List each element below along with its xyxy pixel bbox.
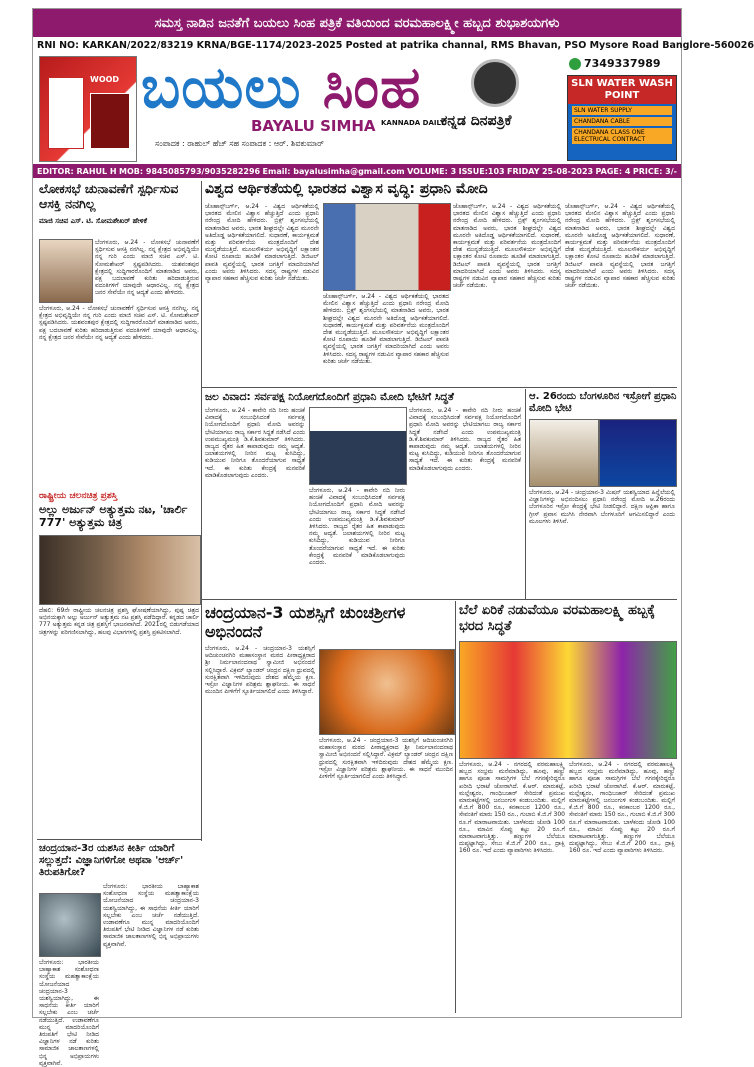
body-economy-col4: ಜೊಹಾನ್ಸ್‌ಬರ್ಗ್, ಆ.24 - ವಿಶ್ವದ ಆರ್ಥಿಕತೆಯಲ್ಲಿ ಭಾರತದ ಮೇಲಿನ ವಿಶ್ವಾಸ ಹೆಚ್ಚುತ್ತಿದೆ ಎಂದು ಪ್ರಧಾನಿ ನರೇಂದ್ರ ಮೋದಿ ಹೇಳಿದರು. ಬ್ರಿಕ್ಸ್ ಶೃಂಗಸಭೆಯಲ್ಲಿ ಮಾತನಾಡಿದ ಅವರು, ಭಾರತ ಶೀಘ್ರದಲ್ಲೇ ವಿಶ್ವದ ಮೂರನೇ ಅತಿದೊಡ್ಡ ಆರ್ಥಿಕತೆಯಾಗಲಿದೆ. ಸುಧಾರಣೆ, ಕಾರ್ಯಕ್ಷಮತೆ ಮತ್ತು ಪರಿವರ್ತನೆಯ ಮಂತ್ರದೊಂದಿಗೆ ದೇಶ ಮುನ್ನಡೆಯುತ್ತಿದೆ. ಮೂಲಸೌಕರ್ಯ ಅಭಿವೃದ್ಧಿಗೆ ಲಕ್ಷಾಂತರ ಕೋಟಿ ರೂಪಾಯಿ ಹೂಡಿಕೆ ಮಾಡಲಾಗುತ್ತಿದೆ. ಡಿಜಿಟಲ್ ಪಾವತಿ ವ್ಯವಸ್ಥೆಯಲ್ಲಿ ಭಾರತ ಜಗತ್ತಿಗೆ ಮಾದರಿಯಾಗಿದೆ ಎಂದು ಅವರು ತಿಳಿಸಿದರು. ಸದಸ್ಯ ರಾಷ್ಟ್ರಗಳ ನಡುವಿನ ವ್ಯಾಪಾರ ಸಹಕಾರ ಹೆಚ್ಚಿಸುವ ಕುರಿತು ಚರ್ಚೆ ನಡೆಯಿತು. bbox=[565, 203, 675, 290]
phone-number: 7349337989 bbox=[569, 57, 661, 70]
body-isro: ಬೆಂಗಳೂರು, ಆ.24 - ಚಂದ್ರಯಾನ-3 ಮಿಷನ್ ಯಶಸ್ವಿಯಾದ ಹಿನ್ನೆಲೆಯಲ್ಲಿ ವಿಜ್ಞಾನಿಗಳನ್ನು ಅಭಿನಂದಿಸಲು ಪ್ರಧಾನಿ ನರೇಂದ್ರ ಮೋದಿ ಆ.26ರಂದು ಬೆಂಗಳೂರಿನ ಇಸ್ರೋ ಕೇಂದ್ರಕ್ಕೆ ಭೇಟಿ ನೀಡಲಿದ್ದಾರೆ. ದಕ್ಷಿಣ ಆಫ್ರಿಕಾ ಹಾಗೂ ಗ್ರೀಸ್ ಪ್ರವಾಸ ಮುಗಿಸಿ ನೇರವಾಗಿ ಬೆಂಗಳೂರಿಗೆ ಆಗಮಿಸಲಿದ್ದಾರೆ ಎಂದು ಮೂಲಗಳು ತಿಳಿಸಿವೆ. bbox=[529, 489, 675, 525]
photo-film-stars bbox=[39, 535, 201, 605]
price: PRICE: 3/- bbox=[632, 166, 677, 176]
row-divider bbox=[37, 839, 201, 840]
issue: ISSUE:103 bbox=[458, 166, 505, 176]
body-chandrayaan-congrats-cont: ಬೆಂಗಳೂರು, ಆ.24 - ಚಂದ್ರಯಾನ-3 ಯಶಸ್ಸಿಗೆ ಆದಿಚುಂಚನಗಿರಿ ಮಹಾಸಂಸ್ಥಾನ ಮಠದ ಪೀಠಾಧ್ಯಕ್ಷರಾದ ಶ್ರೀ ನಿರ್ಮಲಾನಂದನಾಥ ಸ್ವಾಮೀಜಿ ಅಭಿನಂದನೆ ಸಲ್ಲಿಸಿದ್ದಾರೆ. ವಿಕ್ರಮ್ ಲ್ಯಾಂಡರ್ ಚಂದ್ರನ ದಕ್ಷಿಣ ಧ್ರುವದಲ್ಲಿ ಸುರಕ್ಷಿತವಾಗಿ ಇಳಿದಿರುವುದು ದೇಶದ ಹೆಮ್ಮೆಯ ಕ್ಷಣ. ಇಸ್ರೋ ವಿಜ್ಞಾನಿಗಳ ಪರಿಶ್ರಮ ಶ್ಲಾಘನೀಯ. ಈ ಸಾಧನೆ ಮುಂದಿನ ಪೀಳಿಗೆಗೆ ಸ್ಫೂರ್ತಿಯಾಗಲಿದೆ ಎಂದು ತಿಳಿಸಿದ್ದಾರೆ. bbox=[319, 737, 453, 781]
photo-rocket bbox=[39, 893, 101, 957]
date: 25-08-2023 bbox=[541, 166, 594, 176]
ad-tag: WOOD bbox=[90, 75, 120, 84]
volume: VOLUME: 3 bbox=[407, 166, 457, 176]
registration-line: RNI NO: KARKAN/2022/83219 KRNA/BGE-1174/2023-2025 Posted at patrika channal, RMS Bhavan, PSO Mysore Road Banglore-560026 bbox=[37, 40, 754, 51]
greeting-banner: ಸಮಸ್ತ ನಾಡಿನ ಜನತೆಗೆ ಬಯಲು ಸಿಂಹ ಪತ್ರಿಕೆ ವತಿಯಿಂದ ವರಮಹಾಲಕ್ಷ್ಮೀ ಹಬ್ಬದ ಶುಭಾಶಯಗಳು bbox=[33, 9, 681, 37]
page-number: PAGE: 4 bbox=[595, 166, 631, 176]
ad-line: CHANDANA CLASS ONE ELECTRICAL CONTRACT bbox=[572, 128, 672, 144]
headline-isro: ಆ. 26ರಂದು ಬೆಂಗಳೂರಿನ ಇಸ್ರೋಗೆ ಪ್ರಧಾನಿ ಮೋದಿ ಭೇಟಿ bbox=[529, 391, 677, 414]
body-water-dispute: ಬೆಂಗಳೂರು, ಆ.24 - ಕಾವೇರಿ ನದಿ ನೀರು ಹಂಚಿಕೆ ವಿವಾದಕ್ಕೆ ಸಂಬಂಧಿಸಿದಂತೆ ಸರ್ವಪಕ್ಷ ನಿಯೋಗದೊಂದಿಗೆ ಪ್ರಧಾನಿ ಮೋದಿ ಅವರನ್ನು ಭೇಟಿಯಾಗಲು ರಾಜ್ಯ ಸರ್ಕಾರ ಸಿದ್ಧತೆ ನಡೆಸಿದೆ ಎಂದು ಉಪಮುಖ್ಯಮಂತ್ರಿ ಡಿ.ಕೆ.ಶಿವಕುಮಾರ್ ತಿಳಿಸಿದರು. ರಾಜ್ಯದ ರೈತರ ಹಿತ ಕಾಪಾಡುವುದು ನಮ್ಮ ಆದ್ಯತೆ. ಜಲಾಶಯಗಳಲ್ಲಿ ನೀರಿನ ಮಟ್ಟ ಕುಸಿದಿದ್ದು, ಕುಡಿಯುವ ನೀರಿಗೂ ತೊಂದರೆಯಾಗುವ ಸಾಧ್ಯತೆ ಇದೆ. ಈ ಕುರಿತು ಕೇಂದ್ರಕ್ಕೆ ಮನವರಿಕೆ ಮಾಡಿಕೊಡಲಾಗುವುದು ಎಂದರು. bbox=[205, 407, 305, 479]
ad-title: SLN WATER WASH POINT bbox=[568, 76, 676, 104]
mobile-numbers: MOB: 9845085793/9035282296 bbox=[119, 166, 261, 176]
product-box-image bbox=[90, 93, 130, 149]
body-economy-col3: ಜೊಹಾನ್ಸ್‌ಬರ್ಗ್, ಆ.24 - ವಿಶ್ವದ ಆರ್ಥಿಕತೆಯಲ್ಲಿ ಭಾರತದ ಮೇಲಿನ ವಿಶ್ವಾಸ ಹೆಚ್ಚುತ್ತಿದೆ ಎಂದು ಪ್ರಧಾನಿ ನರೇಂದ್ರ ಮೋದಿ ಹೇಳಿದರು. ಬ್ರಿಕ್ಸ್ ಶೃಂಗಸಭೆಯಲ್ಲಿ ಮಾತನಾಡಿದ ಅವರು, ಭಾರತ ಶೀಘ್ರದಲ್ಲೇ ವಿಶ್ವದ ಮೂರನೇ ಅತಿದೊಡ್ಡ ಆರ್ಥಿಕತೆಯಾಗಲಿದೆ. ಸುಧಾರಣೆ, ಕಾರ್ಯಕ್ಷಮತೆ ಮತ್ತು ಪರಿವರ್ತನೆಯ ಮಂತ್ರದೊಂದಿಗೆ ದೇಶ ಮುನ್ನಡೆಯುತ್ತಿದೆ. ಮೂಲಸೌಕರ್ಯ ಅಭಿವೃದ್ಧಿಗೆ ಲಕ್ಷಾಂತರ ಕೋಟಿ ರೂಪಾಯಿ ಹೂಡಿಕೆ ಮಾಡಲಾಗುತ್ತಿದೆ. ಡಿಜಿಟಲ್ ಪಾವತಿ ವ್ಯವಸ್ಥೆಯಲ್ಲಿ ಭಾರತ ಜಗತ್ತಿಗೆ ಮಾದರಿಯಾಗಿದೆ ಎಂದು ಅವರು ತಿಳಿಸಿದರು. ಸದಸ್ಯ ರಾಷ್ಟ್ರಗಳ ನಡುವಿನ ವ್ಯಾಪಾರ ಸಹಕಾರ ಹೆಚ್ಚಿಸುವ ಕುರಿತು ಚರ್ಚೆ ನಡೆಯಿತು. bbox=[453, 203, 561, 290]
headline-water-dispute: ಜಲ ವಿವಾದ: ಸರ್ವಪಕ್ಷ ನಿಯೋಗದೊಂದಿಗೆ ಪ್ರಧಾನಿ ಮೋದಿ ಭೇಟಿಗೆ ಸಿದ್ಧತೆ bbox=[205, 391, 454, 403]
body-flower-prices-cont: ಬೆಂಗಳೂರು, ಆ.24 - ನಗರದಲ್ಲಿ ವರಮಹಾಲಕ್ಷ್ಮಿ ಹಬ್ಬದ ಸಂಭ್ರಮ ಮನೆಮಾಡಿದ್ದು, ಹೂವು, ಹಣ್ಣು ಹಾಗೂ ಪೂಜಾ ಸಾಮಗ್ರಿಗಳ ಬೆಲೆ ಗಗನಕ್ಕೇರಿದ್ದರೂ ಖರೀದಿ ಭರಾಟೆ ಜೋರಾಗಿದೆ. ಕೆ.ಆರ್. ಮಾರುಕಟ್ಟೆ, ಮಲ್ಲೇಶ್ವರಂ, ಗಾಂಧಿಬಜಾರ್ ಸೇರಿದಂತೆ ಪ್ರಮುಖ ಮಾರುಕಟ್ಟೆಗಳಲ್ಲಿ ಜನಜಂಗುಳಿ ಕಂಡುಬಂದಿತು. ಮಲ್ಲಿಗೆ ಕೆ.ಜಿ.ಗೆ 800 ರೂ., ಕನಕಾಂಬರ 1200 ರೂ., ಸೇವಂತಿಗೆ ಮಾರು 150 ರೂ., ಗುಲಾಬಿ ಕೆ.ಜಿ.ಗೆ 300 ರೂ.ಗೆ ಮಾರಾಟವಾಯಿತು. ಬಾಳೆಕಂದು ಜೋಡಿ 100 ರೂ., ಮಾವಿನ ಸೊಪ್ಪು ಕಟ್ಟು 20 ರೂ.ಗೆ ಮಾರಾಟವಾಗುತ್ತಿತ್ತು. ಹಣ್ಣುಗಳ ಬೆಲೆಯೂ ದುಪ್ಪಟ್ಟಾಗಿದ್ದು, ಸೇಬು ಕೆ.ಜಿ.ಗೆ 200 ರೂ., ದ್ರಾಕ್ಷಿ 160 ರೂ. ಇದೆ ಎಂದು ವ್ಯಾಪಾರಿಗಳು ತಿಳಿಸಿದರು. bbox=[569, 761, 675, 855]
whatsapp-icon bbox=[569, 58, 581, 70]
body-chandrayaan-congrats: ಬೆಂಗಳೂರು, ಆ.24 - ಚಂದ್ರಯಾನ-3 ಯಶಸ್ಸಿಗೆ ಆದಿಚುಂಚನಗಿರಿ ಮಹಾಸಂಸ್ಥಾನ ಮಠದ ಪೀಠಾಧ್ಯಕ್ಷರಾದ ಶ್ರೀ ನಿರ್ಮಲಾನಂದನಾಥ ಸ್ವಾಮೀಜಿ ಅಭಿನಂದನೆ ಸಲ್ಲಿಸಿದ್ದಾರೆ. ವಿಕ್ರಮ್ ಲ್ಯಾಂಡರ್ ಚಂದ್ರನ ದಕ್ಷಿಣ ಧ್ರುವದಲ್ಲಿ ಸುರಕ್ಷಿತವಾಗಿ ಇಳಿದಿರುವುದು ದೇಶದ ಹೆಮ್ಮೆಯ ಕ್ಷಣ. ಇಸ್ರೋ ವಿಜ್ಞಾನಿಗಳ ಪರಿಶ್ರಮ ಶ್ಲಾಘನೀಯ. ಈ ಸಾಧನೆ ಮುಂದಿನ ಪೀಳಿಗೆಗೆ ಸ್ಫೂರ್ತಿಯಾಗಲಿದೆ ಎಂದು ತಿಳಿಸಿದ್ದಾರೆ. bbox=[205, 645, 315, 696]
body-water-dispute-cont: ಬೆಂಗಳೂರು, ಆ.24 - ಕಾವೇರಿ ನದಿ ನೀರು ಹಂಚಿಕೆ ವಿವಾದಕ್ಕೆ ಸಂಬಂಧಿಸಿದಂತೆ ಸರ್ವಪಕ್ಷ ನಿಯೋಗದೊಂದಿಗೆ ಪ್ರಧಾನಿ ಮೋದಿ ಅವರನ್ನು ಭೇಟಿಯಾಗಲು ರಾಜ್ಯ ಸರ್ಕಾರ ಸಿದ್ಧತೆ ನಡೆಸಿದೆ ಎಂದು ಉಪಮುಖ್ಯಮಂತ್ರಿ ಡಿ.ಕೆ.ಶಿವಕುಮಾರ್ ತಿಳಿಸಿದರು. ರಾಜ್ಯದ ರೈತರ ಹಿತ ಕಾಪಾಡುವುದು ನಮ್ಮ ಆದ್ಯತೆ. ಜಲಾಶಯಗಳಲ್ಲಿ ನೀರಿನ ಮಟ್ಟ ಕುಸಿದಿದ್ದು, ಕುಡಿಯುವ ನೀರಿಗೂ ತೊಂದರೆಯಾಗುವ ಸಾಧ್ಯತೆ ಇದೆ. ಈ ಕುರಿತು ಕೇಂದ್ರಕ್ಕೆ ಮನವರಿಕೆ ಮಾಡಿಕೊಡಲಾಗುವುದು ಎಂದರು. bbox=[309, 487, 405, 567]
body-lok-sabha-cont: ಬೆಂಗಳೂರು, ಆ.24 - ಲೋಕಸಭೆ ಚುನಾವಣೆಗೆ ಸ್ಪರ್ಧಿಸುವ ಆಸಕ್ತಿ ನನಗಿಲ್ಲ. ನನ್ನ ಕ್ಷೇತ್ರದ ಅಭಿವೃದ್ಧಿಯೇ ನನ್ನ ಗುರಿ ಎಂದು ಮಾಜಿ ಸಚಿವ ಎಸ್. ಟಿ. ಸೋಮಶೇಖರ್ ಸ್ಪಷ್ಟಪಡಿಸಿದರು. ಯಶವಂತಪುರ ಕ್ಷೇತ್ರದಲ್ಲಿ ಸುದ್ದಿಗಾರರೊಂದಿಗೆ ಮಾತನಾಡಿದ ಅವರು, ಪಕ್ಷ ಬದಲಾವಣೆ ಕುರಿತು ಹರಿದಾಡುತ್ತಿರುವ ವದಂತಿಗಳಿಗೆ ಯಾವುದೇ ಆಧಾರವಿಲ್ಲ. ನನ್ನ ಕ್ಷೇತ್ರದ ಜನರ ಸೇವೆಯೇ ನನ್ನ ಆದ್ಯತೆ ಎಂದು ಹೇಳಿದರು. bbox=[39, 305, 199, 341]
editor-name: EDITOR: RAHUL H bbox=[37, 166, 117, 176]
photo-isro-logo bbox=[599, 419, 677, 487]
photo-modi-portrait bbox=[529, 419, 599, 487]
body-chandrayaan-credit-cont: ಬೆಂಗಳೂರು: ಭಾರತೀಯ ಬಾಹ್ಯಾಕಾಶ ಸಂಶೋಧನಾ ಸಂಸ್ಥೆಯ ಮಹತ್ವಾಕಾಂಕ್ಷೆಯ ಯೋಜನೆಯಾದ ಚಂದ್ರಯಾನ-3 ಯಶಸ್ವಿಯಾಗಿದ್ದು, ಈ ಸಾಧನೆಯ ಕೀರ್ತಿ ಯಾರಿಗೆ ಸಲ್ಲಬೇಕು ಎಂಬ ಚರ್ಚೆ ನಡೆಯುತ್ತಿದೆ. ಉಡಾವಣೆಗೂ ಮುನ್ನ ಮಾದರಿಯೊಂದಿಗೆ ತಿರುಪತಿಗೆ ಭೇಟಿ ನೀಡಿದ ವಿಜ್ಞಾನಿಗಳ ನಡೆ ಕುರಿತು ಸಾಮಾಜಿಕ ಜಾಲತಾಣಗಳಲ್ಲಿ ಭಿನ್ನ ಅಭಿಪ್ರಾಯಗಳು ವ್ಯಕ್ತವಾಗಿವೆ. bbox=[39, 959, 99, 1067]
photo-somashekar bbox=[39, 239, 93, 303]
body-flower-prices: ಬೆಂಗಳೂರು, ಆ.24 - ನಗರದಲ್ಲಿ ವರಮಹಾಲಕ್ಷ್ಮಿ ಹಬ್ಬದ ಸಂಭ್ರಮ ಮನೆಮಾಡಿದ್ದು, ಹೂವು, ಹಣ್ಣು ಹಾಗೂ ಪೂಜಾ ಸಾಮಗ್ರಿಗಳ ಬೆಲೆ ಗಗನಕ್ಕೇರಿದ್ದರೂ ಖರೀದಿ ಭರಾಟೆ ಜೋರಾಗಿದೆ. ಕೆ.ಆರ್. ಮಾರುಕಟ್ಟೆ, ಮಲ್ಲೇಶ್ವರಂ, ಗಾಂಧಿಬಜಾರ್ ಸೇರಿದಂತೆ ಪ್ರಮುಖ ಮಾರುಕಟ್ಟೆಗಳಲ್ಲಿ ಜನಜಂಗುಳಿ ಕಂಡುಬಂದಿತು. ಮಲ್ಲಿಗೆ ಕೆ.ಜಿ.ಗೆ 800 ರೂ., ಕನಕಾಂಬರ 1200 ರೂ., ಸೇವಂತಿಗೆ ಮಾರು 150 ರೂ., ಗುಲಾಬಿ ಕೆ.ಜಿ.ಗೆ 300 ರೂ.ಗೆ ಮಾರಾಟವಾಯಿತು. ಬಾಳೆಕಂದು ಜೋಡಿ 100 ರೂ., ಮಾವಿನ ಸೊಪ್ಪು ಕಟ್ಟು 20 ರೂ.ಗೆ ಮಾರಾಟವಾಗುತ್ತಿತ್ತು. ಹಣ್ಣುಗಳ ಬೆಲೆಯೂ ದುಪ್ಪಟ್ಟಾಗಿದ್ದು, ಸೇಬು ಕೆ.ಜಿ.ಗೆ 200 ರೂ., ದ್ರಾಕ್ಷಿ 160 ರೂ. ಇದೆ ಎಂದು ವ್ಯಾಪಾರಿಗಳು ತಿಳಿಸಿದರು. bbox=[459, 761, 565, 855]
headline-flower-prices: ಬೆಲೆ ಏರಿಕೆ ನಡುವೆಯೂ ವರಮಹಾಲಕ್ಷ್ಮಿ ಹಬ್ಬಕ್ಕೆ ಭರದ ಸಿದ್ಧತೆ bbox=[459, 603, 655, 634]
masthead-kannada-sub: ಕನ್ನಡ ದಿನಪತ್ರಿಕೆ bbox=[441, 113, 512, 129]
email: Email: bayalusimha@gmail.com bbox=[262, 166, 405, 176]
product-box-image bbox=[48, 77, 84, 149]
headline-lok-sabha: ಲೋಕಸಭೆ ಚುನಾವಣೆಗೆ ಸ್ಪರ್ಧಿಸುವ ಆಸಕ್ತಿ ನನಗಿಲ್ಲ bbox=[39, 181, 179, 211]
column-divider bbox=[525, 389, 526, 599]
advertisement-left bbox=[39, 56, 137, 162]
photo-dk-shivakumar bbox=[309, 407, 407, 485]
headline-chandrayaan-credit: ಚಂದ್ರಯಾನ-3ರ ಯಶಸಿನ ಕೀರ್ತಿ ಯಾರಿಗೆ ಸಲ್ಲುತ್ತದೆ: ವಿಜ್ಞಾನಿಗಳಿಗೋ ಅಥವಾ 'ಆರ್ಚ್' ತಿರುಪತಿಗೋ? bbox=[39, 843, 184, 878]
masthead-title: ಬಯಲು ಸಿಂಹ bbox=[141, 53, 422, 121]
editor-line: ಸಂಪಾದಕ : ರಾಹುಲ್ ಹೆಚ್ ಸಹ ಸಂಪಾದಕ : ಆರ್. ಶಿವಕುಮಾರ್ bbox=[155, 139, 324, 148]
body-chandrayaan-credit: ಬೆಂಗಳೂರು: ಭಾರತೀಯ ಬಾಹ್ಯಾಕಾಶ ಸಂಶೋಧನಾ ಸಂಸ್ಥೆಯ ಮಹತ್ವಾಕಾಂಕ್ಷೆಯ ಯೋಜನೆಯಾದ ಚಂದ್ರಯಾನ-3 ಯಶಸ್ವಿಯಾಗಿದ್ದು, ಈ ಸಾಧನೆಯ ಕೀರ್ತಿ ಯಾರಿಗೆ ಸಲ್ಲಬೇಕು ಎಂಬ ಚರ್ಚೆ ನಡೆಯುತ್ತಿದೆ. ಉಡಾವಣೆಗೂ ಮುನ್ನ ಮಾದರಿಯೊಂದಿಗೆ ತಿರುಪತಿಗೆ ಭೇಟಿ ನೀಡಿದ ವಿಜ್ಞಾನಿಗಳ ನಡೆ ಕುರಿತು ಸಾಮಾಜಿಕ ಜಾಲತಾಣಗಳಲ್ಲಿ ಭಿನ್ನ ಅಭಿಪ್ರಾಯಗಳು ವ್ಯಕ್ತವಾಗಿವೆ. bbox=[103, 883, 199, 948]
photo-swamiji bbox=[319, 649, 455, 735]
advertisement-right bbox=[567, 75, 677, 161]
headline-economy: ವಿಶ್ವದ ಆರ್ಥಿಕತೆಯಲ್ಲಿ ಭಾರತದ ವಿಶ್ವಾಸ ವೃದ್ಧಿ: ಪ್ರಧಾನಿ ಮೋದಿ bbox=[205, 181, 488, 197]
body-water-dispute-col3: ಬೆಂಗಳೂರು, ಆ.24 - ಕಾವೇರಿ ನದಿ ನೀರು ಹಂಚಿಕೆ ವಿವಾದಕ್ಕೆ ಸಂಬಂಧಿಸಿದಂತೆ ಸರ್ವಪಕ್ಷ ನಿಯೋಗದೊಂದಿಗೆ ಪ್ರಧಾನಿ ಮೋದಿ ಅವರನ್ನು ಭೇಟಿಯಾಗಲು ರಾಜ್ಯ ಸರ್ಕಾರ ಸಿದ್ಧತೆ ನಡೆಸಿದೆ ಎಂದು ಉಪಮುಖ್ಯಮಂತ್ರಿ ಡಿ.ಕೆ.ಶಿವಕುಮಾರ್ ತಿಳಿಸಿದರು. ರಾಜ್ಯದ ರೈತರ ಹಿತ ಕಾಪಾಡುವುದು ನಮ್ಮ ಆದ್ಯತೆ. ಜಲಾಶಯಗಳಲ್ಲಿ ನೀರಿನ ಮಟ್ಟ ಕುಸಿದಿದ್ದು, ಕುಡಿಯುವ ನೀರಿಗೂ ತೊಂದರೆಯಾಗುವ ಸಾಧ್ಯತೆ ಇದೆ. ಈ ಕುರಿತು ಕೇಂದ್ರಕ್ಕೆ ಮನವರಿಕೆ ಮಾಡಿಕೊಡಲಾಗುವುದು ಎಂದರು. bbox=[409, 407, 521, 472]
row-divider bbox=[201, 599, 677, 600]
body-film-award: ದೆಹಲಿ: 69ನೇ ರಾಷ್ಟ್ರೀಯ ಚಲನಚಿತ್ರ ಪ್ರಶಸ್ತಿ ಘೋಷಣೆಯಾಗಿದ್ದು, ಪುಷ್ಪ ಚಿತ್ರದ ಅಭಿನಯಕ್ಕಾಗಿ ಅಲ್ಲು ಅರ್ಜುನ್ ಅತ್ಯುತ್ತಮ ನಟ ಪ್ರಶಸ್ತಿ ಪಡೆದಿದ್ದಾರೆ. ಕನ್ನಡದ ಚಾರ್ಲಿ 777 ಅತ್ಯುತ್ತಮ ಕನ್ನಡ ಚಿತ್ರ ಪ್ರಶಸ್ತಿಗೆ ಭಾಜನವಾಗಿದೆ. 2021ರಲ್ಲಿ ಬಿಡುಗಡೆಯಾದ ಚಿತ್ರಗಳನ್ನು ಪರಿಗಣಿಸಲಾಗಿದ್ದು, ಹಲವು ವಿಭಾಗಗಳಲ್ಲಿ ಪ್ರಶಸ್ತಿ ಪ್ರಕಟಿಸಲಾಗಿದೆ. bbox=[39, 607, 199, 636]
body-economy-cont: ಜೊಹಾನ್ಸ್‌ಬರ್ಗ್, ಆ.24 - ವಿಶ್ವದ ಆರ್ಥಿಕತೆಯಲ್ಲಿ ಭಾರತದ ಮೇಲಿನ ವಿಶ್ವಾಸ ಹೆಚ್ಚುತ್ತಿದೆ ಎಂದು ಪ್ರಧಾನಿ ನರೇಂದ್ರ ಮೋದಿ ಹೇಳಿದರು. ಬ್ರಿಕ್ಸ್ ಶೃಂಗಸಭೆಯಲ್ಲಿ ಮಾತನಾಡಿದ ಅವರು, ಭಾರತ ಶೀಘ್ರದಲ್ಲೇ ವಿಶ್ವದ ಮೂರನೇ ಅತಿದೊಡ್ಡ ಆರ್ಥಿಕತೆಯಾಗಲಿದೆ. ಸುಧಾರಣೆ, ಕಾರ್ಯಕ್ಷಮತೆ ಮತ್ತು ಪರಿವರ್ತನೆಯ ಮಂತ್ರದೊಂದಿಗೆ ದೇಶ ಮುನ್ನಡೆಯುತ್ತಿದೆ. ಮೂಲಸೌಕರ್ಯ ಅಭಿವೃದ್ಧಿಗೆ ಲಕ್ಷಾಂತರ ಕೋಟಿ ರೂಪಾಯಿ ಹೂಡಿಕೆ ಮಾಡಲಾಗುತ್ತಿದೆ. ಡಿಜಿಟಲ್ ಪಾವತಿ ವ್ಯವಸ್ಥೆಯಲ್ಲಿ ಭಾರತ ಜಗತ್ತಿಗೆ ಮಾದರಿಯಾಗಿದೆ ಎಂದು ಅವರು ತಿಳಿಸಿದರು. ಸದಸ್ಯ ರಾಷ್ಟ್ರಗಳ ನಡುವಿನ ವ್ಯಾಪಾರ ಸಹಕಾರ ಹೆಚ್ಚಿಸುವ ಕುರಿತು ಚರ್ಚೆ ನಡೆಯಿತು. bbox=[323, 293, 449, 365]
kicker-film-award: ರಾಷ್ಟ್ರೀಯ ಚಲನಚಿತ್ರ ಪ್ರಶಸ್ತಿ bbox=[39, 491, 118, 501]
row-divider bbox=[201, 387, 677, 388]
ad-line: CHANDANA CABLE bbox=[572, 117, 672, 126]
masthead-english: BAYALU SIMHA bbox=[251, 117, 376, 135]
headline-film-award: ಅಲ್ಲು ಅರ್ಜುನ್ ಅತ್ಯುತ್ತಮ ನಟ, 'ಚಾರ್ಲಿ 777' ಅತ್ಯುತ್ತಮ ಚಿತ್ರ bbox=[39, 503, 188, 529]
newspaper-page bbox=[32, 8, 754, 1067]
day: FRIDAY bbox=[507, 166, 540, 176]
emblem-icon bbox=[471, 59, 519, 107]
masthead-english-sub: KANNADA DAILY bbox=[381, 119, 445, 127]
edition-bar bbox=[33, 164, 681, 178]
ad-line: SLN WATER SUPPLY bbox=[572, 106, 672, 115]
photo-flower-market bbox=[459, 641, 677, 759]
headline-chandrayaan-congrats: ಚಂದ್ರಯಾನ-3 ಯಶಸ್ಸಿಗೆ ಚುಂಚಶ್ರೀಗಳ ಅಭಿನಂದನೆ bbox=[205, 603, 406, 641]
column-divider bbox=[455, 601, 456, 1013]
body-economy: ಜೊಹಾನ್ಸ್‌ಬರ್ಗ್, ಆ.24 - ವಿಶ್ವದ ಆರ್ಥಿಕತೆಯಲ್ಲಿ ಭಾರತದ ಮೇಲಿನ ವಿಶ್ವಾಸ ಹೆಚ್ಚುತ್ತಿದೆ ಎಂದು ಪ್ರಧಾನಿ ನರೇಂದ್ರ ಮೋದಿ ಹೇಳಿದರು. ಬ್ರಿಕ್ಸ್ ಶೃಂಗಸಭೆಯಲ್ಲಿ ಮಾತನಾಡಿದ ಅವರು, ಭಾರತ ಶೀಘ್ರದಲ್ಲೇ ವಿಶ್ವದ ಮೂರನೇ ಅತಿದೊಡ್ಡ ಆರ್ಥಿಕತೆಯಾಗಲಿದೆ. ಸುಧಾರಣೆ, ಕಾರ್ಯಕ್ಷಮತೆ ಮತ್ತು ಪರಿವರ್ತನೆಯ ಮಂತ್ರದೊಂದಿಗೆ ದೇಶ ಮುನ್ನಡೆಯುತ್ತಿದೆ. ಮೂಲಸೌಕರ್ಯ ಅಭಿವೃದ್ಧಿಗೆ ಲಕ್ಷಾಂತರ ಕೋಟಿ ರೂಪಾಯಿ ಹೂಡಿಕೆ ಮಾಡಲಾಗುತ್ತಿದೆ. ಡಿಜಿಟಲ್ ಪಾವತಿ ವ್ಯವಸ್ಥೆಯಲ್ಲಿ ಭಾರತ ಜಗತ್ತಿಗೆ ಮಾದರಿಯಾಗಿದೆ ಎಂದು ಅವರು ತಿಳಿಸಿದರು. ಸದಸ್ಯ ರಾಷ್ಟ್ರಗಳ ನಡುವಿನ ವ್ಯಾಪಾರ ಸಹಕಾರ ಹೆಚ್ಚಿಸುವ ಕುರಿತು ಚರ್ಚೆ ನಡೆಯಿತು. bbox=[205, 203, 319, 283]
masthead bbox=[141, 53, 521, 163]
subhead-lok-sabha: ಮಾಜಿ ಸಚಿವ ಎಸ್. ಟಿ. ಸೋಮಶೇಖರ್ ಹೇಳಿಕೆ bbox=[39, 217, 148, 225]
column-divider bbox=[201, 181, 202, 841]
photo-modi-brics bbox=[323, 203, 451, 291]
body-lok-sabha: ಬೆಂಗಳೂರು, ಆ.24 - ಲೋಕಸಭೆ ಚುನಾವಣೆಗೆ ಸ್ಪರ್ಧಿಸುವ ಆಸಕ್ತಿ ನನಗಿಲ್ಲ. ನನ್ನ ಕ್ಷೇತ್ರದ ಅಭಿವೃದ್ಧಿಯೇ ನನ್ನ ಗುರಿ ಎಂದು ಮಾಜಿ ಸಚಿವ ಎಸ್. ಟಿ. ಸೋಮಶೇಖರ್ ಸ್ಪಷ್ಟಪಡಿಸಿದರು. ಯಶವಂತಪುರ ಕ್ಷೇತ್ರದಲ್ಲಿ ಸುದ್ದಿಗಾರರೊಂದಿಗೆ ಮಾತನಾಡಿದ ಅವರು, ಪಕ್ಷ ಬದಲಾವಣೆ ಕುರಿತು ಹರಿದಾಡುತ್ತಿರುವ ವದಂತಿಗಳಿಗೆ ಯಾವುದೇ ಆಧಾರವಿಲ್ಲ. ನನ್ನ ಕ್ಷೇತ್ರದ ಜನರ ಸೇವೆಯೇ ನನ್ನ ಆದ್ಯತೆ ಎಂದು ಹೇಳಿದರು. bbox=[95, 239, 199, 297]
